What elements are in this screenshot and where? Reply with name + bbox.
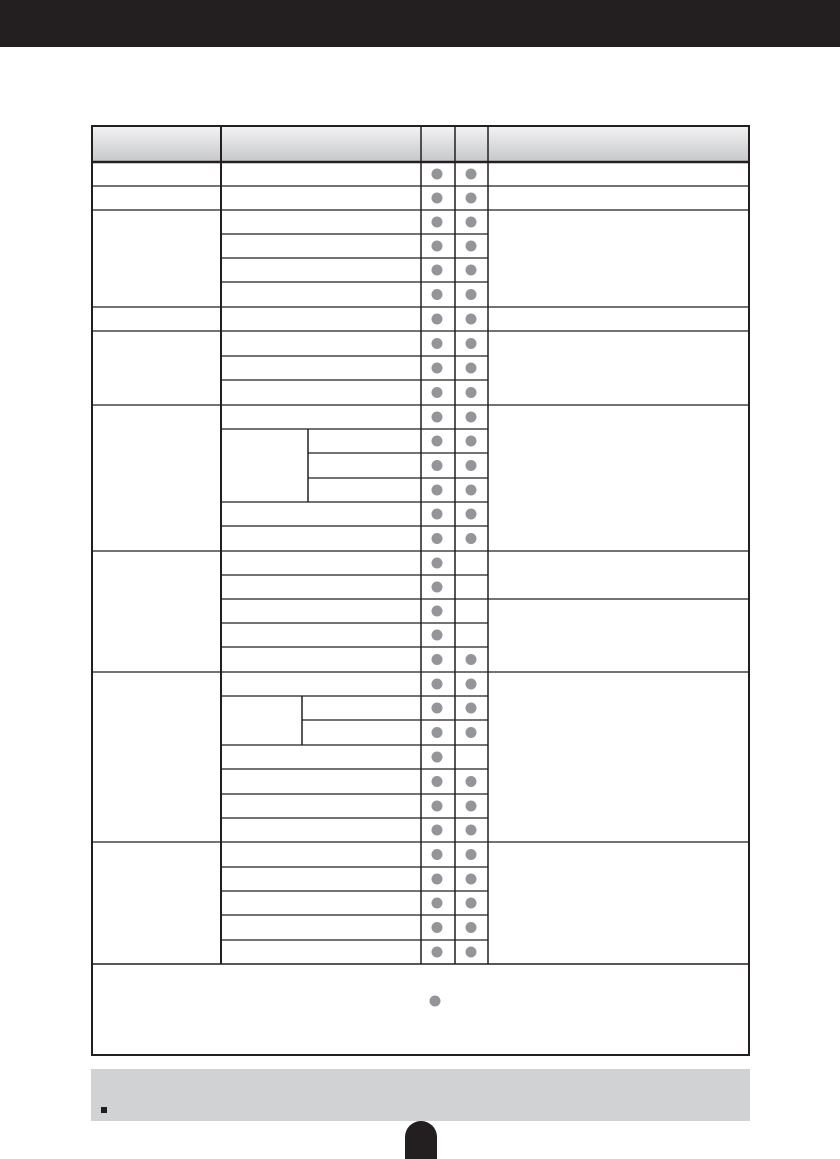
support-dot — [466, 533, 477, 544]
support-dot — [432, 460, 443, 471]
support-dot — [466, 825, 477, 836]
support-dot — [432, 558, 443, 569]
support-dot — [466, 338, 477, 349]
table-grid — [91, 125, 750, 1056]
support-dot — [432, 265, 443, 276]
support-dot — [432, 241, 443, 252]
support-dot — [432, 338, 443, 349]
support-dot — [432, 898, 443, 909]
support-dot — [466, 217, 477, 228]
support-dot — [432, 193, 443, 204]
support-dot — [432, 169, 443, 180]
support-dot — [466, 460, 477, 471]
support-dot — [432, 679, 443, 690]
support-dot — [466, 874, 477, 885]
support-dot — [466, 849, 477, 860]
support-dot — [432, 217, 443, 228]
support-dot — [432, 825, 443, 836]
support-dot — [466, 654, 477, 665]
support-dot — [466, 898, 477, 909]
footer-dot — [430, 996, 441, 1007]
support-dot — [466, 679, 477, 690]
support-dot — [432, 363, 443, 374]
support-dot — [432, 727, 443, 738]
support-dot — [432, 436, 443, 447]
support-dot — [466, 169, 477, 180]
support-dot — [466, 241, 477, 252]
support-dot — [432, 509, 443, 520]
top-header-bar — [0, 0, 840, 47]
support-dot — [432, 654, 443, 665]
note-bullet — [101, 1107, 107, 1113]
support-dot — [432, 412, 443, 423]
support-dot — [432, 533, 443, 544]
page-number-badge — [405, 1121, 437, 1159]
support-dot — [466, 776, 477, 787]
support-dot — [432, 801, 443, 812]
support-dot — [466, 387, 477, 398]
note-box — [91, 1069, 750, 1121]
support-dot — [466, 436, 477, 447]
support-dot — [432, 776, 443, 787]
support-dot — [466, 485, 477, 496]
support-dot — [466, 922, 477, 933]
support-dot — [432, 582, 443, 593]
support-dot — [466, 947, 477, 958]
support-dot — [466, 193, 477, 204]
support-dot — [466, 509, 477, 520]
support-dot — [432, 606, 443, 617]
support-dot — [432, 849, 443, 860]
support-dot — [466, 265, 477, 276]
support-dot — [466, 412, 477, 423]
support-dot — [466, 703, 477, 714]
support-dot — [432, 947, 443, 958]
support-dot — [432, 703, 443, 714]
support-dot — [432, 289, 443, 300]
support-dot — [466, 727, 477, 738]
osd-function-table — [91, 125, 750, 1056]
support-dot — [466, 289, 477, 300]
support-dot — [466, 801, 477, 812]
support-dot — [432, 387, 443, 398]
support-dot — [432, 874, 443, 885]
support-dot — [466, 363, 477, 374]
support-dot — [432, 485, 443, 496]
support-dot — [432, 314, 443, 325]
support-dot — [466, 314, 477, 325]
support-dot — [432, 630, 443, 641]
support-dot — [432, 752, 443, 763]
support-dot — [432, 922, 443, 933]
